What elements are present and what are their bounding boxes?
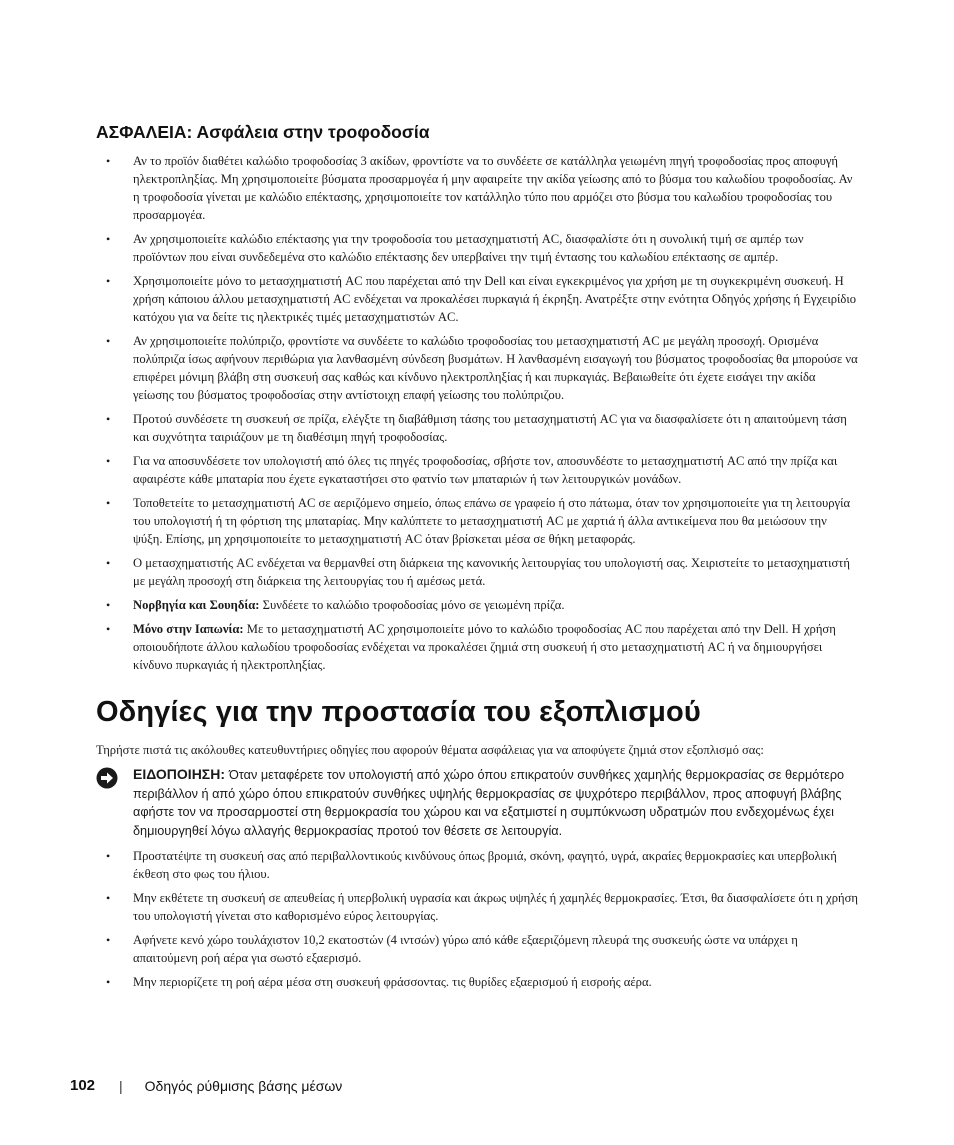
item-text: Προστατέψτε τη συσκευή σας από περιβαλλοντικούς κινδύνους όπως βρομιά, σκόνη, φαγητό, υγρά, ακραίες θερμοκρασίες και υπερβολική έκθεση στο φως του ήλιου.	[133, 849, 837, 881]
list-item	[96, 889, 858, 925]
equipment-list	[96, 847, 858, 991]
list-item	[96, 494, 858, 548]
item-text: Μην εκθέτετε τη συσκευή σε απευθείας ή υπερβολική υγρασία και άκρως υψηλές ή χαμηλές θερμοκρασίες. Έτσι, θα διασφαλίσετε ότι η χρήση του υπολογιστή γίνεται στο καθορισμένο εύρος λειτουργίας.	[133, 891, 858, 923]
notice-block	[96, 765, 866, 840]
notice-body: Όταν μεταφέρετε τον υπολογιστή από χώρο όπου επικρατούν συνθήκες χαμηλής θερμοκρασίας σε θερμότερο περιβάλλον ή από χώρο όπου επικρατούν συνθήκες υψηλής θερμοκρασίας σε ψυχρότερο περιβάλλον, προς αποφυγή βλάβης αφήστε τον να προσαρμοστεί στη θερμοκρασία του χώρου και να εξατμιστεί η συμπύκνωση υδρατμών που ενδεχομένως έχει δημιουργηθεί λόγω αλλαγής θερμοκρασίας προτού τον θέσετε σε λειτουργία.	[133, 768, 845, 838]
item-text: Συνδέετε το καλώδιο τροφοδοσίας μόνο σε γειωμένη πρίζα.	[262, 598, 565, 612]
list-item	[96, 452, 858, 488]
item-text: Τοποθετείτε το μετασχηματιστή AC σε αεριζόμενο σημείο, όπως επάνω σε γραφείο ή στο πάτωμα, όταν τον χρησιμοποιείτε για τη λειτουργία του υπολογιστή ή τη φόρτιση της μπαταρίας. Μην καλύπτετε το μετασχηματιστή AC με χαρτιά ή άλλα αντικείμενα που θα μειώσουν την ψύξη. Επίσης, μη χρησιμοποιείτε το μετασχηματιστή AC όταν βρίσκεται μέσα σε θήκη μεταφοράς.	[133, 496, 851, 546]
intro-paragraph: Τηρήστε πιστά τις ακόλουθες κατευθυντήριες οδηγίες που αφορούν θέματα ασφάλειας για να αποφύγετε ζημιά στον εξοπλισμό σας:	[96, 743, 764, 757]
item-bold-lead: Μόνο στην Ιαπωνία:	[133, 622, 244, 636]
item-text: Ο μετασχηματιστής AC ενδέχεται να θερμανθεί στη διάρκεια της κανονικής λειτουργίας του υπολογιστή σας. Χειριστείτε το μετασχηματιστή με μεγάλη προσοχή στη διάρκεια της λειτουργίας του ή αμέσως μετά.	[133, 556, 850, 588]
item-bold-lead: Νορβηγία και Σουηδία:	[133, 598, 260, 612]
list-item	[96, 554, 858, 590]
main-heading: Οδηγίες για την προστασία του εξοπλισμού	[96, 696, 701, 728]
item-text: Αν χρησιμοποιείτε πολύπριζο, φροντίστε να συνδέετε το καλώδιο τροφοδοσίας του μετασχηματιστή AC με μεγάλη προσοχή. Ορισμένα πολύπριζα ίσως αφήνουν περιθώρια για λανθασμένη σύνδεση βυσμάτων. Η λανθασμένη εισαγωγή του βύσματος τροφοδοσίας θα μπορούσε να επιφέρει μόνιμη βλάβη στη συσκευή σας καθώς και κίνδυνο ηλεκτροπληξίας ή και πυρκαγιάς. Βεβαιωθείτε ότι έχετε εισάγει την ακίδα γείωσης του βύσματος τροφοδοσίας στην αντίστοιχη επαφή γείωσης του πολύπριζου.	[133, 334, 858, 402]
section-heading: ΑΣΦΑΛΕΙΑ: Ασφάλεια στην τροφοδοσία	[96, 122, 430, 142]
power-safety-list	[96, 152, 858, 674]
list-item	[96, 332, 858, 404]
list-item	[96, 847, 858, 883]
page-footer	[70, 1077, 342, 1094]
item-text: Χρησιμοποιείτε μόνο το μετασχηματιστή AC που παρέχεται από την Dell και είναι εγκεκριμένος για χρήση με τη συγκεκριμένη συσκευή. Η χρήση κάποιου άλλου μετασχηματιστή AC ενδέχεται να προκαλέσει πυρκαγιά ή έκρηξη. Ανατρέξτε στην ενότητα Οδηγός χρήσης ή Εγχειρίδιο κατόχου για να δείτε τις ηλεκτρικές τιμές μετασχηματιστών AC.	[133, 274, 857, 324]
item-text: Με το μετασχηματιστή AC χρησιμοποιείτε μόνο το καλώδιο τροφοδοσίας AC που παρέχεται από την Dell. Η χρήση οποιουδήποτε άλλου καλωδίου τροφοδοσίας ενδέχεται να προκαλέσει ζημιά στη συσκευή ή στο μετασχηματιστή AC ή να δημιουργήσει κίνδυνο πυρκαγιάς ή ηλεκτροπληξίας.	[133, 622, 836, 672]
item-text: Προτού συνδέσετε τη συσκευή σε πρίζα, ελέγξτε τη διαβάθμιση τάσης του μετασχηματιστή AC για να διασφαλίσετε ότι η απαιτούμενη τάση και συχνότητα ταιριάζουν με τη διαθέσιμη πηγή τροφοδοσίας.	[133, 412, 847, 444]
item-text: Για να αποσυνδέσετε τον υπολογιστή από όλες τις πηγές τροφοδοσίας, σβήστε τον, αποσυνδέστε το μετασχηματιστή AC από την πρίζα και αφαιρέστε κάθε μπαταρία που έχετε εγκαταστήσει στο φατνίο των μπαταριών ή των λειτουργικών μονάδων.	[133, 454, 838, 486]
list-item	[96, 931, 858, 967]
item-text: Αν το προϊόν διαθέτει καλώδιο τροφοδοσίας 3 ακίδων, φροντίστε να το συνδέετε σε κατάλληλα γειωμένη πηγή τροφοδοσίας προς αποφυγή ηλεκτροπληξίας. Μη χρησιμοποιείτε βύσματα προσαρμογέα ή μην αφαιρείτε την ακίδα γείωσης από το βύσμα του καλωδίου τροφοδοσίας. Αν η τροφοδοσία γίνεται με καλώδιο επέκτασης, χρησιμοποιείτε τον κατάλληλο τύπο που αρμόζει στο βύσμα του καλωδίου τροφοδοσίας του προσαρμογέα.	[133, 154, 853, 222]
list-item	[96, 272, 858, 326]
page-number: 102	[70, 1077, 96, 1094]
footer-separator: |	[119, 1077, 123, 1094]
list-item	[96, 152, 858, 224]
notice-label: ΕΙΔΟΠΟΙΗΣΗ:	[133, 766, 225, 782]
item-text: Αφήνετε κενό χώρο τουλάχιστον 10,2 εκατοστών (4 ιντσών) γύρω από κάθε εξαεριζόμενη πλευρά της συσκευής ώστε να υπάρχει η απαιτούμενη ροή αέρα για σωστό εξαερισμό.	[133, 933, 798, 965]
notice-arrow-icon	[96, 767, 118, 789]
list-item	[96, 410, 858, 446]
list-item	[96, 596, 858, 614]
list-item	[96, 230, 858, 266]
list-item	[96, 973, 858, 991]
item-text: Μην περιορίζετε τη ροή αέρα μέσα στη συσκευή φράσσοντας. τις θυρίδες εξαερισμού ή εισροής αέρα.	[133, 975, 652, 989]
list-item	[96, 620, 858, 674]
item-text: Αν χρησιμοποιείτε καλώδιο επέκτασης για την τροφοδοσία του μετασχηματιστή AC, διασφαλίστε ότι η συνολική τιμή σε αμπέρ των προϊόντων που είναι συνδεδεμένα στο καλώδιο επέκτασης δεν υπερβαίνει την τιμή έντασης του καλωδίου επέκτασης σε αμπέρ.	[133, 232, 804, 264]
footer-doc-title: Οδηγός ρύθμισης βάσης μέσων	[144, 1077, 343, 1094]
notice-text-block	[133, 765, 866, 840]
